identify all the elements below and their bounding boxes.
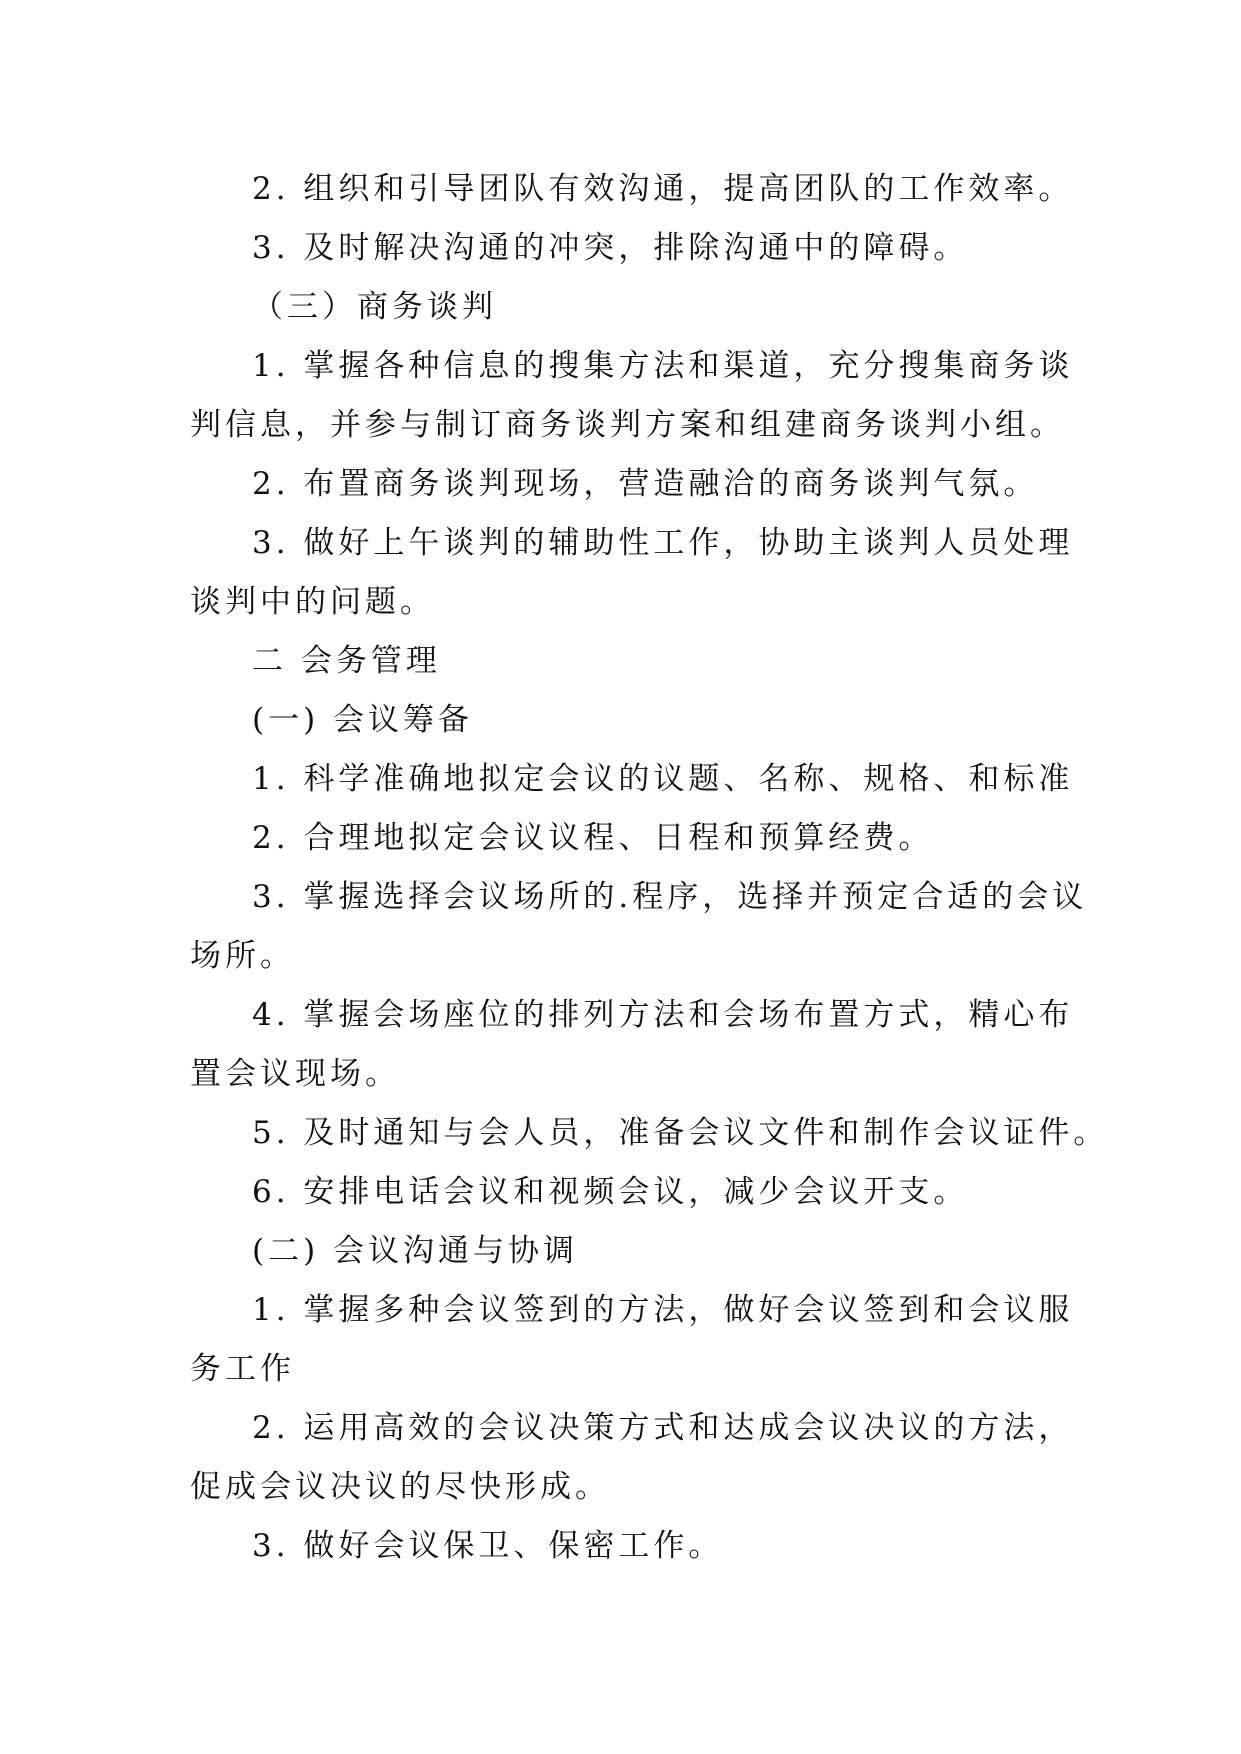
text-line: 务工作 xyxy=(190,1351,295,1387)
text-line: （三）商务谈判 xyxy=(252,289,497,325)
text-line: 促成会议决议的尽快形成。 xyxy=(190,1469,610,1505)
text-line: 2. 合理地拟定会议议程、日程和预算经费。 xyxy=(252,820,934,856)
text-line: 二 会务管理 xyxy=(252,643,441,679)
text-line: 3. 做好会议保卫、保密工作。 xyxy=(252,1528,724,1564)
text-line: 置会议现场。 xyxy=(190,1056,400,1092)
text-line: 2. 布置商务谈判现场，营造融洽的商务谈判气氛。 xyxy=(252,466,1039,502)
text-line: 谈判中的问题。 xyxy=(190,584,435,620)
text-line: 1. 掌握各种信息的搜集方法和渠道，充分搜集商务谈 xyxy=(252,348,1074,384)
text-line: 1. 掌握多种会议签到的方法，做好会议签到和会议服 xyxy=(252,1292,1074,1328)
document-body xyxy=(190,160,1109,1576)
text-line: 3. 做好上午谈判的辅助性工作，协助主谈判人员处理 xyxy=(252,525,1074,561)
text-line: 2. 运用高效的会议决策方式和达成会议决议的方法， xyxy=(252,1410,1074,1446)
text-line: (二) 会议沟通与协调 xyxy=(252,1233,579,1269)
text-line: 3. 掌握选择会议场所的.程序，选择并预定合适的会议 xyxy=(252,879,1088,915)
text-line: 3. 及时解决沟通的冲突，排除沟通中的障碍。 xyxy=(252,230,969,266)
text-line: (一) 会议筹备 xyxy=(252,702,474,738)
text-line: 2. 组织和引导团队有效沟通，提高团队的工作效率。 xyxy=(252,171,1074,207)
text-line: 1. 科学准确地拟定会议的议题、名称、规格、和标准 xyxy=(252,761,1074,797)
text-line: 5. 及时通知与会人员，准备会议文件和制作会议证件。 xyxy=(252,1115,1109,1151)
text-line: 判信息，并参与制订商务谈判方案和组建商务谈判小组。 xyxy=(190,407,1065,443)
text-line: 6. 安排电话会议和视频会议，减少会议开支。 xyxy=(252,1174,969,1210)
text-line: 4. 掌握会场座位的排列方法和会场布置方式，精心布 xyxy=(252,997,1074,1033)
text-line: 场所。 xyxy=(190,938,295,974)
